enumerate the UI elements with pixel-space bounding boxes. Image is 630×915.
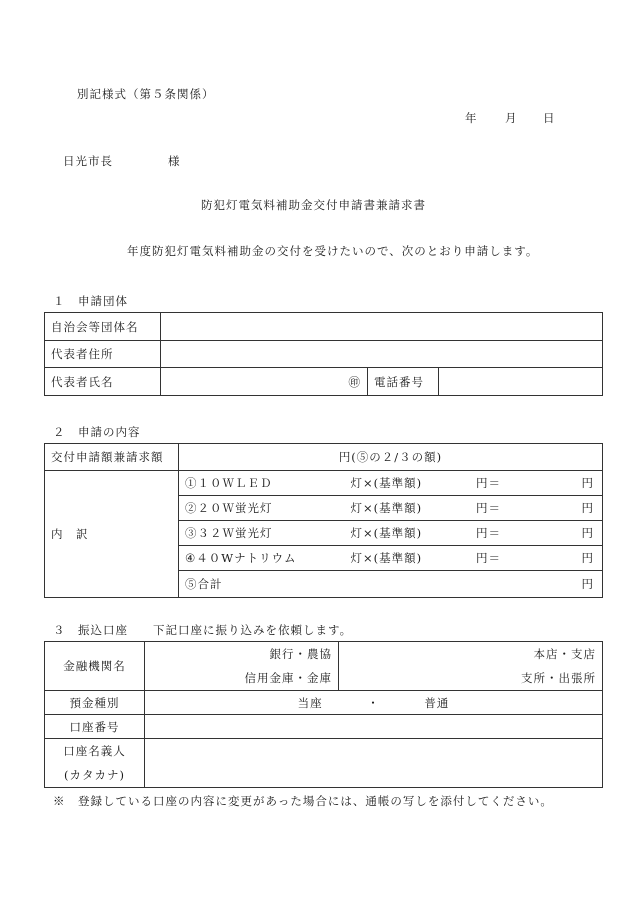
deposit-current: 当座 — [297, 695, 323, 710]
item-unit: 灯×(基準額) — [350, 551, 423, 565]
deposit-type-field[interactable] — [145, 691, 603, 715]
branch-field[interactable] — [339, 642, 603, 691]
item-name: ③３２Ｗ蛍光灯 — [185, 526, 273, 540]
item-unit: 灯×(基準額) — [350, 501, 423, 515]
breakdown-row — [179, 471, 602, 496]
breakdown-cell — [179, 471, 603, 598]
total-name: ⑤合計 — [185, 577, 223, 591]
date-month: 月 — [505, 111, 518, 125]
rep-address-field[interactable] — [161, 341, 603, 368]
holder-label-text: 口座名義人 — [63, 744, 126, 758]
phone-field[interactable] — [439, 368, 603, 396]
item-unit: 灯×(基準額) — [350, 526, 423, 540]
total-yen: 円 — [581, 577, 594, 591]
section1-heading: １ 申請団体 — [53, 294, 128, 308]
branch-type2: 支所・出張所 — [521, 671, 596, 685]
org-name-label: 自治会等団体名 — [45, 313, 161, 341]
breakdown-row — [179, 521, 602, 546]
request-table — [44, 443, 603, 598]
account-holder-field[interactable] — [145, 739, 603, 788]
section2-heading: ２ 申請の内容 — [53, 425, 141, 439]
branch-type1: 本店・支店 — [533, 647, 596, 661]
date-year: 年 — [465, 111, 478, 125]
holder-label-sub: (カタカナ) — [64, 768, 125, 782]
item-yen: 円 — [581, 501, 594, 515]
item-eq: 円＝ — [476, 476, 501, 490]
account-holder-label — [45, 739, 145, 788]
addressee-name: 日光市長 — [63, 154, 113, 168]
page-title: 防犯灯電気料補助金交付申請書兼請求書 — [201, 198, 426, 212]
breakdown-label: 内 訳 — [45, 471, 179, 598]
rep-name-field[interactable] — [161, 368, 368, 396]
bank-type2: 信用金庫・金庫 — [244, 671, 332, 685]
breakdown-total-row — [179, 571, 602, 597]
phone-label: 電話番号 — [368, 368, 439, 396]
date-day: 日 — [543, 111, 556, 125]
breakdown-row — [179, 546, 602, 571]
item-name: ④４０Wナトリウム — [185, 551, 297, 565]
form-label: 別記様式（第５条関係） — [77, 87, 215, 101]
item-eq: 円＝ — [476, 501, 501, 515]
deposit-label: 預金種別 — [45, 691, 145, 715]
item-yen: 円 — [581, 551, 594, 565]
item-name: ②２０Ｗ蛍光灯 — [185, 501, 273, 515]
account-number-label: 口座番号 — [45, 715, 145, 739]
item-name: ①１０ＷＬＥＤ — [185, 476, 273, 490]
deposit-separator: ・ — [367, 695, 380, 710]
intro-text: 年度防犯灯電気料補助金の交付を受けたいので、次のとおり申請します。 — [127, 244, 539, 258]
seal-mark: ㊞ — [348, 374, 361, 389]
breakdown-row — [179, 496, 602, 521]
deposit-regular: 普通 — [424, 695, 450, 710]
bank-label: 金融機関名 — [45, 642, 145, 691]
amount-label: 交付申請額兼請求額 — [45, 444, 179, 471]
section3-heading: ３ 振込口座 下記口座に振り込みを依頼します。 — [53, 623, 353, 637]
rep-address-label: 代表者住所 — [45, 341, 161, 368]
bank-table — [44, 641, 603, 788]
breakdown-list — [179, 471, 602, 597]
item-yen: 円 — [581, 526, 594, 540]
bank-type-field[interactable] — [145, 642, 339, 691]
item-unit: 灯×(基準額) — [350, 476, 423, 490]
account-number-field[interactable] — [145, 715, 603, 739]
item-eq: 円＝ — [476, 526, 501, 540]
applicant-table — [44, 312, 603, 396]
org-name-field[interactable] — [161, 313, 603, 341]
note-text: ※ 登録している口座の内容に変更があった場合には、通帳の写しを添付してください。 — [53, 794, 553, 808]
bank-type1: 銀行・農協 — [269, 647, 332, 661]
addressee-honorific: 様 — [168, 154, 181, 168]
amount-value: 円(⑤の２/３の額) — [179, 444, 603, 471]
item-eq: 円＝ — [476, 551, 501, 565]
item-yen: 円 — [581, 476, 594, 490]
rep-name-label: 代表者氏名 — [45, 368, 161, 396]
